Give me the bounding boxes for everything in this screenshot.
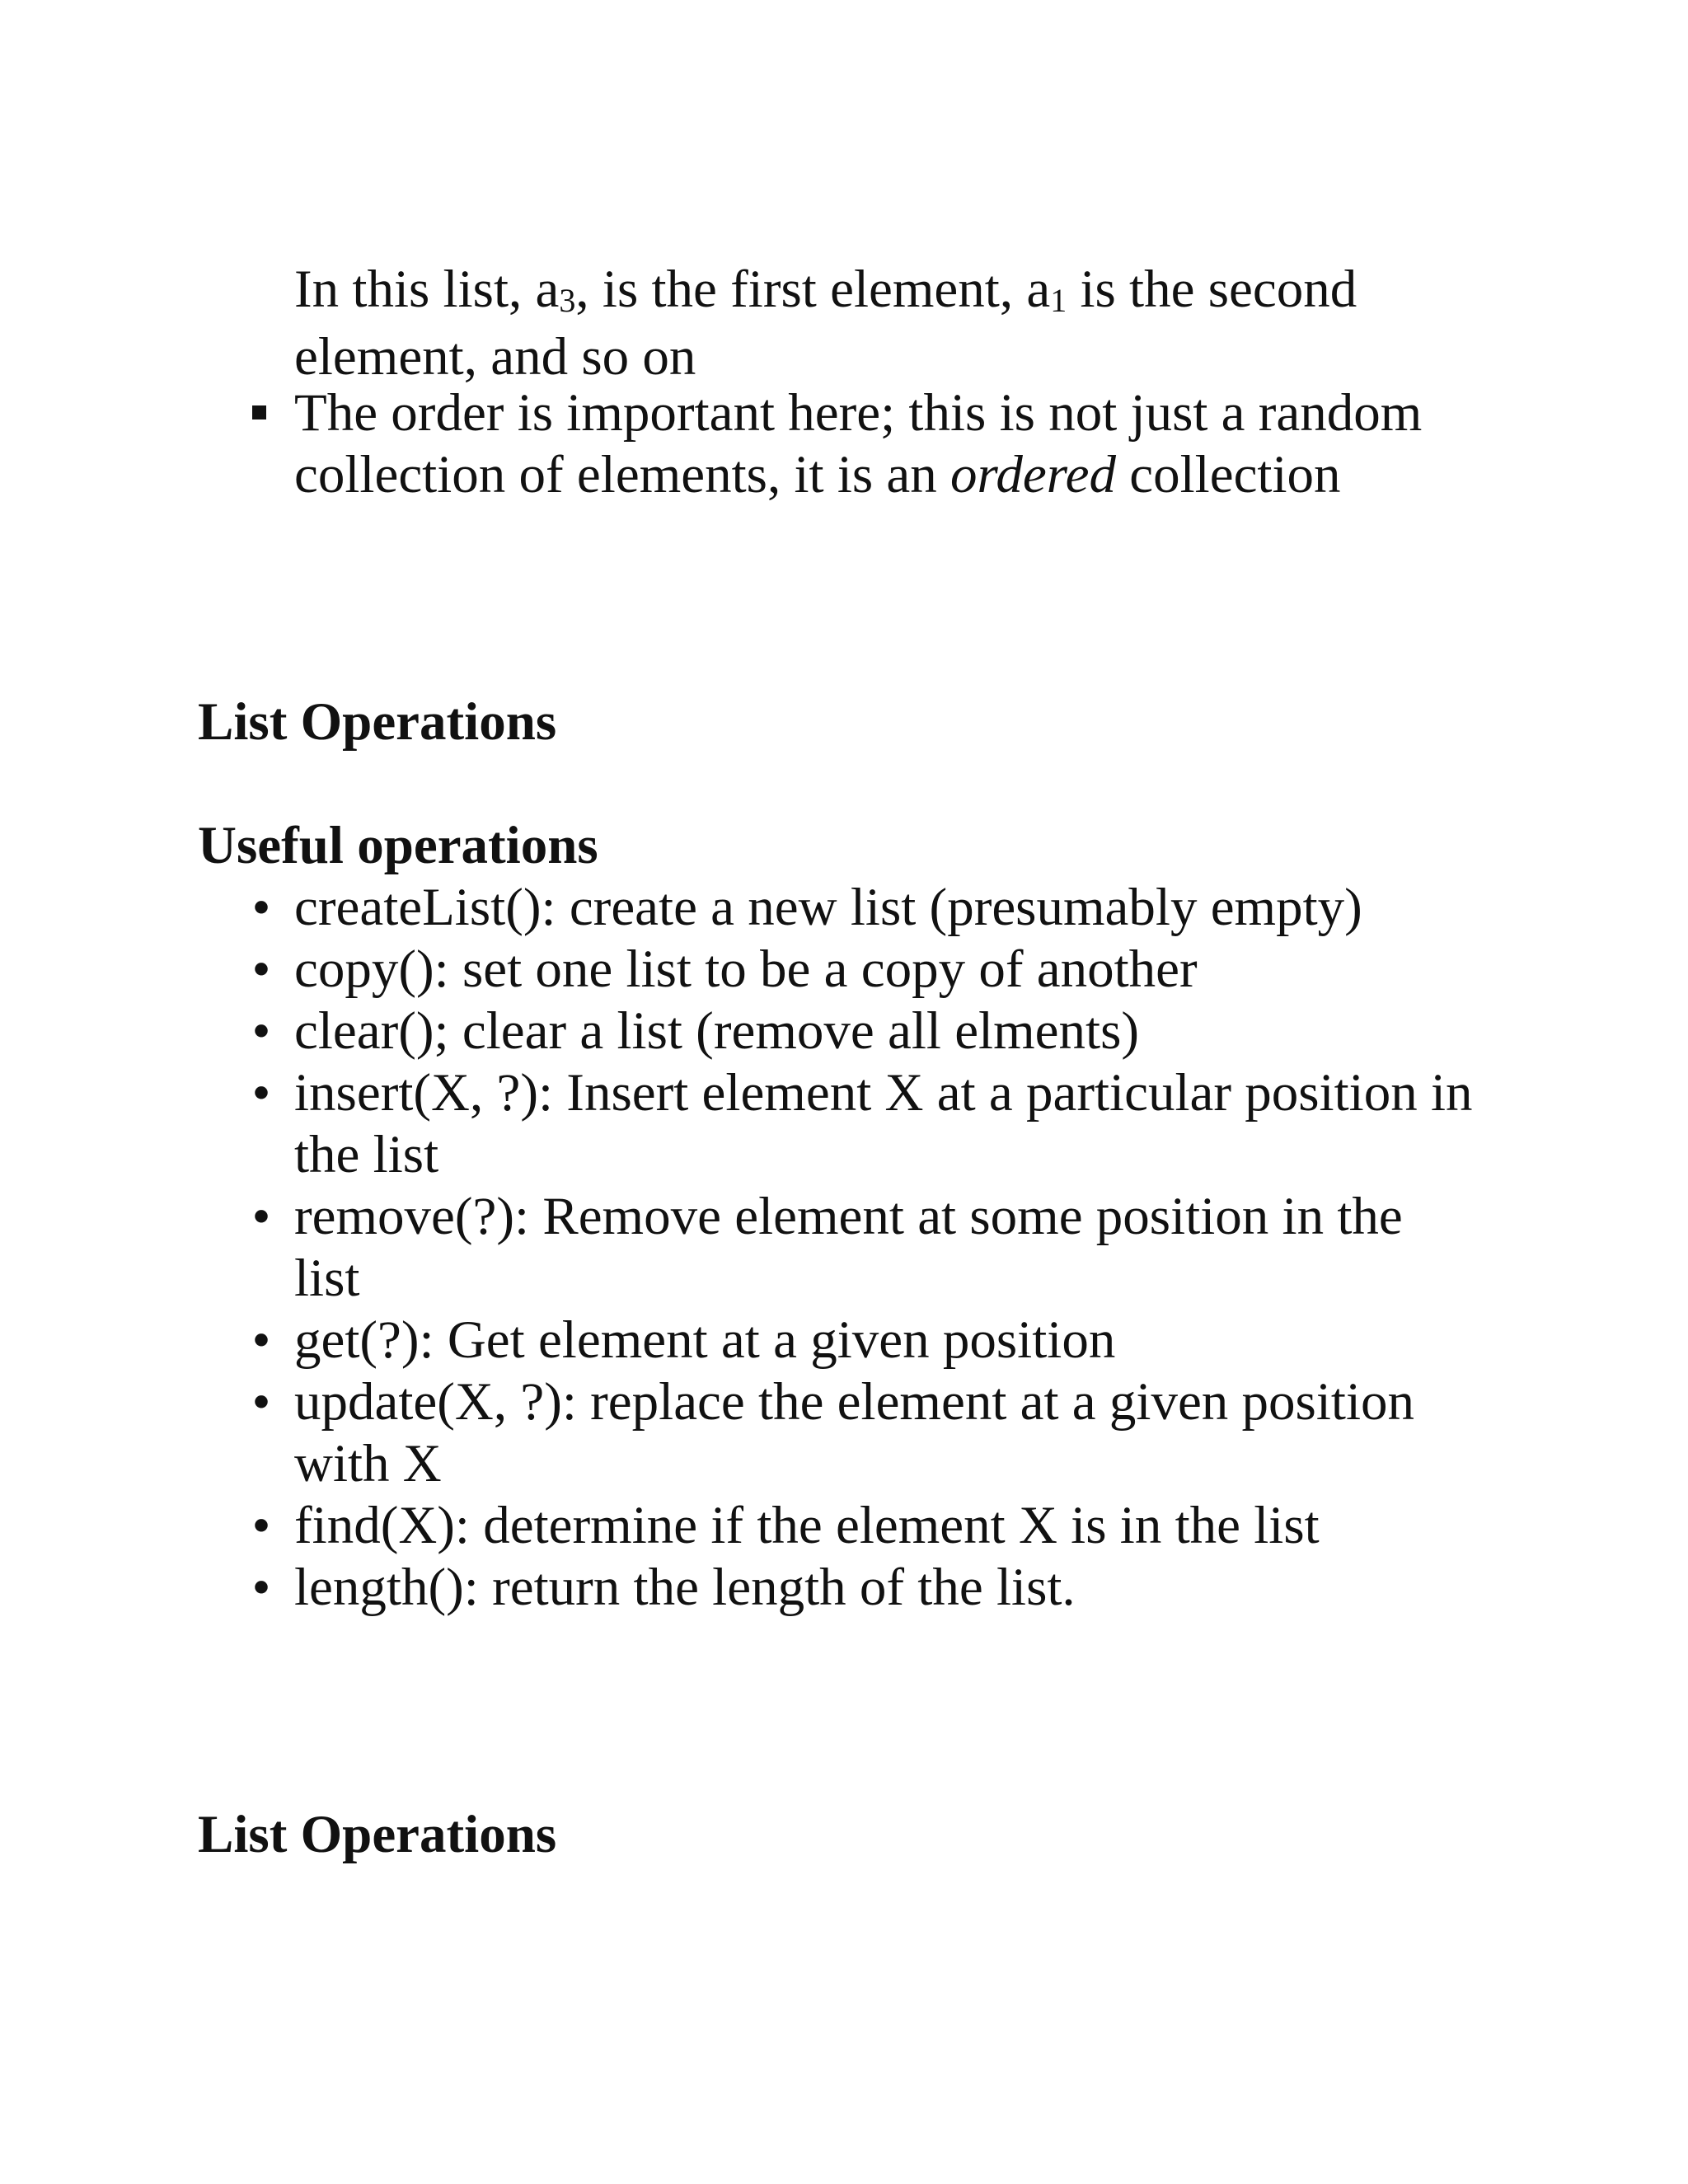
bullet-icon: •	[251, 1558, 271, 1617]
list-item	[251, 1557, 1481, 1619]
square-bullet-icon	[252, 405, 266, 419]
heading-useful-operations: Useful operations	[198, 816, 598, 875]
bullet-icon: •	[251, 1310, 271, 1370]
operation-text: length(): return the length of the list.	[294, 1558, 1076, 1617]
list-item	[251, 939, 1481, 1001]
bullet-icon: •	[251, 1063, 271, 1122]
bullet-icon: •	[251, 940, 271, 999]
list-item	[251, 1495, 1481, 1557]
square-bullet-list	[294, 382, 1465, 506]
order-bullet-item	[294, 382, 1465, 506]
subscript-1: 1	[1050, 282, 1067, 319]
operations-list	[251, 877, 1481, 1619]
operation-text: copy(): set one list to be a copy of another	[294, 940, 1198, 999]
list-item	[251, 1001, 1481, 1062]
intro-text-2: , is the first element, a	[575, 260, 1051, 319]
operation-text: clear(); clear a list (remove all elments)	[294, 1001, 1140, 1061]
bullet-icon: •	[251, 1496, 271, 1555]
intro-text-1: In this list, a	[294, 260, 560, 319]
bullet-icon: •	[251, 878, 271, 937]
list-item	[251, 877, 1481, 939]
heading-list-operations-2: List Operations	[198, 1805, 557, 1864]
operation-text: update(X, ?): replace the element at a given position with X	[294, 1372, 1415, 1493]
list-item	[251, 1371, 1481, 1495]
list-item	[251, 1310, 1481, 1371]
operation-text: remove(?): Remove element at some position in the list	[294, 1187, 1403, 1308]
list-item	[251, 1062, 1481, 1186]
order-text-2: collection	[1116, 445, 1341, 504]
operation-text: get(?): Get element at a given position	[294, 1310, 1116, 1370]
bullet-icon: •	[251, 1001, 271, 1061]
bullet-icon: •	[251, 1187, 271, 1246]
subscript-3: 3	[559, 282, 576, 319]
intro-paragraph	[294, 259, 1531, 388]
list-item	[251, 1186, 1481, 1310]
operation-text: createList(): create a new list (presumably empty)	[294, 878, 1362, 937]
bullet-icon: •	[251, 1372, 271, 1432]
operation-text: find(X): determine if the element X is in the list	[294, 1496, 1320, 1555]
heading-list-operations: List Operations	[198, 692, 557, 752]
order-text-1: The order is important here; this is not just a random collection of elements, it is an	[294, 383, 1423, 504]
ordered-emphasis: ordered	[950, 445, 1116, 504]
intro-text-3: is the second element, and so on	[294, 260, 1357, 387]
operation-text: insert(X, ?): Insert element X at a particular position in the list	[294, 1063, 1473, 1184]
